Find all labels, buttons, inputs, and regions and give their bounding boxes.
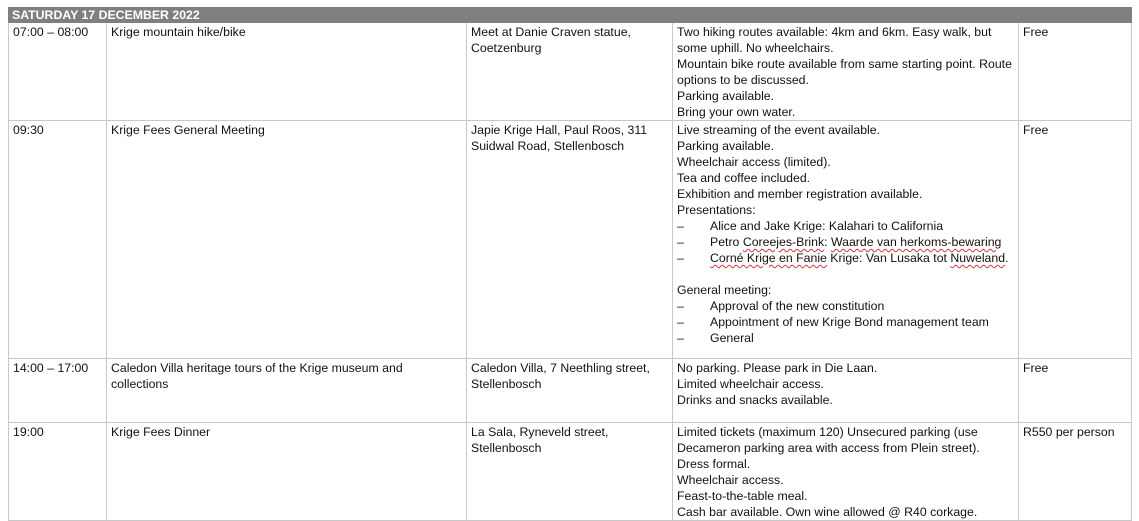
venue-line: Stellenbosch [471, 377, 542, 391]
venue-line: Coetzenburg [471, 41, 542, 55]
venue-cell [467, 23, 673, 121]
cost-cell: Free [1019, 359, 1132, 423]
cost-cell: Free [1019, 23, 1132, 121]
venue-line: Japie Krige Hall, Paul Roos, 311 [471, 123, 648, 137]
dash-bullet: – [677, 235, 684, 249]
meeting-item [677, 330, 1015, 346]
dash-bullet: – [677, 219, 684, 233]
event-cell: Krige Fees General Meeting [107, 121, 467, 359]
day-header: SATURDAY 17 DECEMBER 2022 [9, 8, 1132, 23]
note-line: Bring your own water. [677, 105, 796, 119]
note-line: Feast-to-the-table meal. [677, 489, 808, 503]
note-line: Wheelchair access (limited). [677, 155, 831, 169]
dash-bullet: – [677, 331, 684, 345]
time-cell: 14:00 – 17:00 [9, 359, 107, 423]
note-line: Parking available. [677, 139, 775, 153]
meeting-item-text: Approval of the new constitution [710, 299, 885, 313]
notes-cell [673, 423, 1019, 521]
table-row [9, 23, 1132, 121]
venue-cell [467, 359, 673, 423]
event-line: Caledon Villa heritage tours of the Krige museum and [111, 361, 403, 375]
spellcheck-word: Waarde van herkoms-bewaring [830, 235, 1002, 249]
note-line: some uphill. No wheelchairs. [677, 41, 834, 55]
meeting-item-text: General [710, 331, 754, 345]
general-meeting-heading: General meeting: [677, 283, 772, 297]
note-line: Parking available. [677, 89, 775, 103]
presentation-text: Krige: Van Lusaka tot [826, 251, 951, 265]
note-line: Mountain bike route available from same starting point. Route [677, 57, 1012, 71]
event-line: collections [111, 377, 169, 391]
table-row [9, 423, 1132, 521]
note-line: Tea and coffee included. [677, 171, 811, 185]
presentation-item [677, 218, 1015, 234]
note-line: Live streaming of the event available. [677, 123, 881, 137]
presentation-text: . [1005, 251, 1009, 265]
presentations-heading: Presentations: [677, 203, 756, 217]
event-cell: Krige mountain hike/bike [107, 23, 467, 121]
presentation-text: Petro [710, 235, 743, 249]
note-line: No parking. Please park in Die Laan. [677, 361, 878, 375]
event-cell [107, 359, 467, 423]
note-line: Limited tickets (maximum 120) Unsecured parking (use [677, 425, 978, 439]
spellcheck-word: Corné Krige en Fanie [710, 251, 827, 265]
time-cell: 09:30 [9, 121, 107, 359]
event-cell: Krige Fees Dinner [107, 423, 467, 521]
note-line: Exhibition and member registration available. [677, 187, 923, 201]
notes-cell [673, 23, 1019, 121]
spellcheck-word: Coreejes-Brink [742, 235, 825, 249]
cost-cell: Free [1019, 121, 1132, 359]
dash-bullet: – [677, 299, 684, 313]
dash-bullet: – [677, 251, 684, 265]
venue-cell [467, 121, 673, 359]
presentation-text: Alice and Jake Krige: Kalahari to California [710, 219, 944, 233]
time-cell: 07:00 – 08:00 [9, 23, 107, 121]
cost-cell: R550 per person [1019, 423, 1132, 521]
note-line: Two hiking routes available: 4km and 6km. Easy walk, but [677, 25, 992, 39]
table-row [9, 359, 1132, 423]
presentation-item [677, 234, 1015, 250]
venue-line: La Sala, Ryneveld street, [471, 425, 609, 439]
blank-line [677, 266, 1015, 282]
time-cell: 19:00 [9, 423, 107, 521]
meeting-item-text: Appointment of new Krige Bond management team [710, 315, 989, 329]
note-line: Decameron parking area with access from Plein street). [677, 441, 980, 455]
presentation-item [677, 250, 1015, 266]
meeting-item [677, 314, 1015, 330]
presentation-text: : [824, 235, 831, 249]
venue-line: Caledon Villa, 7 Neethling street, [471, 361, 650, 375]
notes-cell [673, 359, 1019, 423]
dash-bullet: – [677, 315, 684, 329]
notes-cell [673, 121, 1019, 359]
table-row [9, 121, 1132, 359]
note-line: Drinks and snacks available. [677, 393, 833, 407]
meeting-item [677, 298, 1015, 314]
schedule-table [8, 7, 1132, 521]
venue-cell [467, 423, 673, 521]
venue-line: Meet at Danie Craven statue, [471, 25, 631, 39]
venue-line: Suidwal Road, Stellenbosch [471, 139, 625, 153]
note-line: Cash bar available. Own wine allowed @ R40 corkage. [677, 505, 978, 519]
note-line: Dress formal. [677, 457, 751, 471]
day-header-row [9, 8, 1132, 23]
venue-line: Stellenbosch [471, 441, 542, 455]
spellcheck-word: Nuweland [950, 251, 1006, 265]
note-line: Limited wheelchair access. [677, 377, 824, 391]
note-line: options to be discussed. [677, 73, 809, 87]
note-line: Wheelchair access. [677, 473, 784, 487]
